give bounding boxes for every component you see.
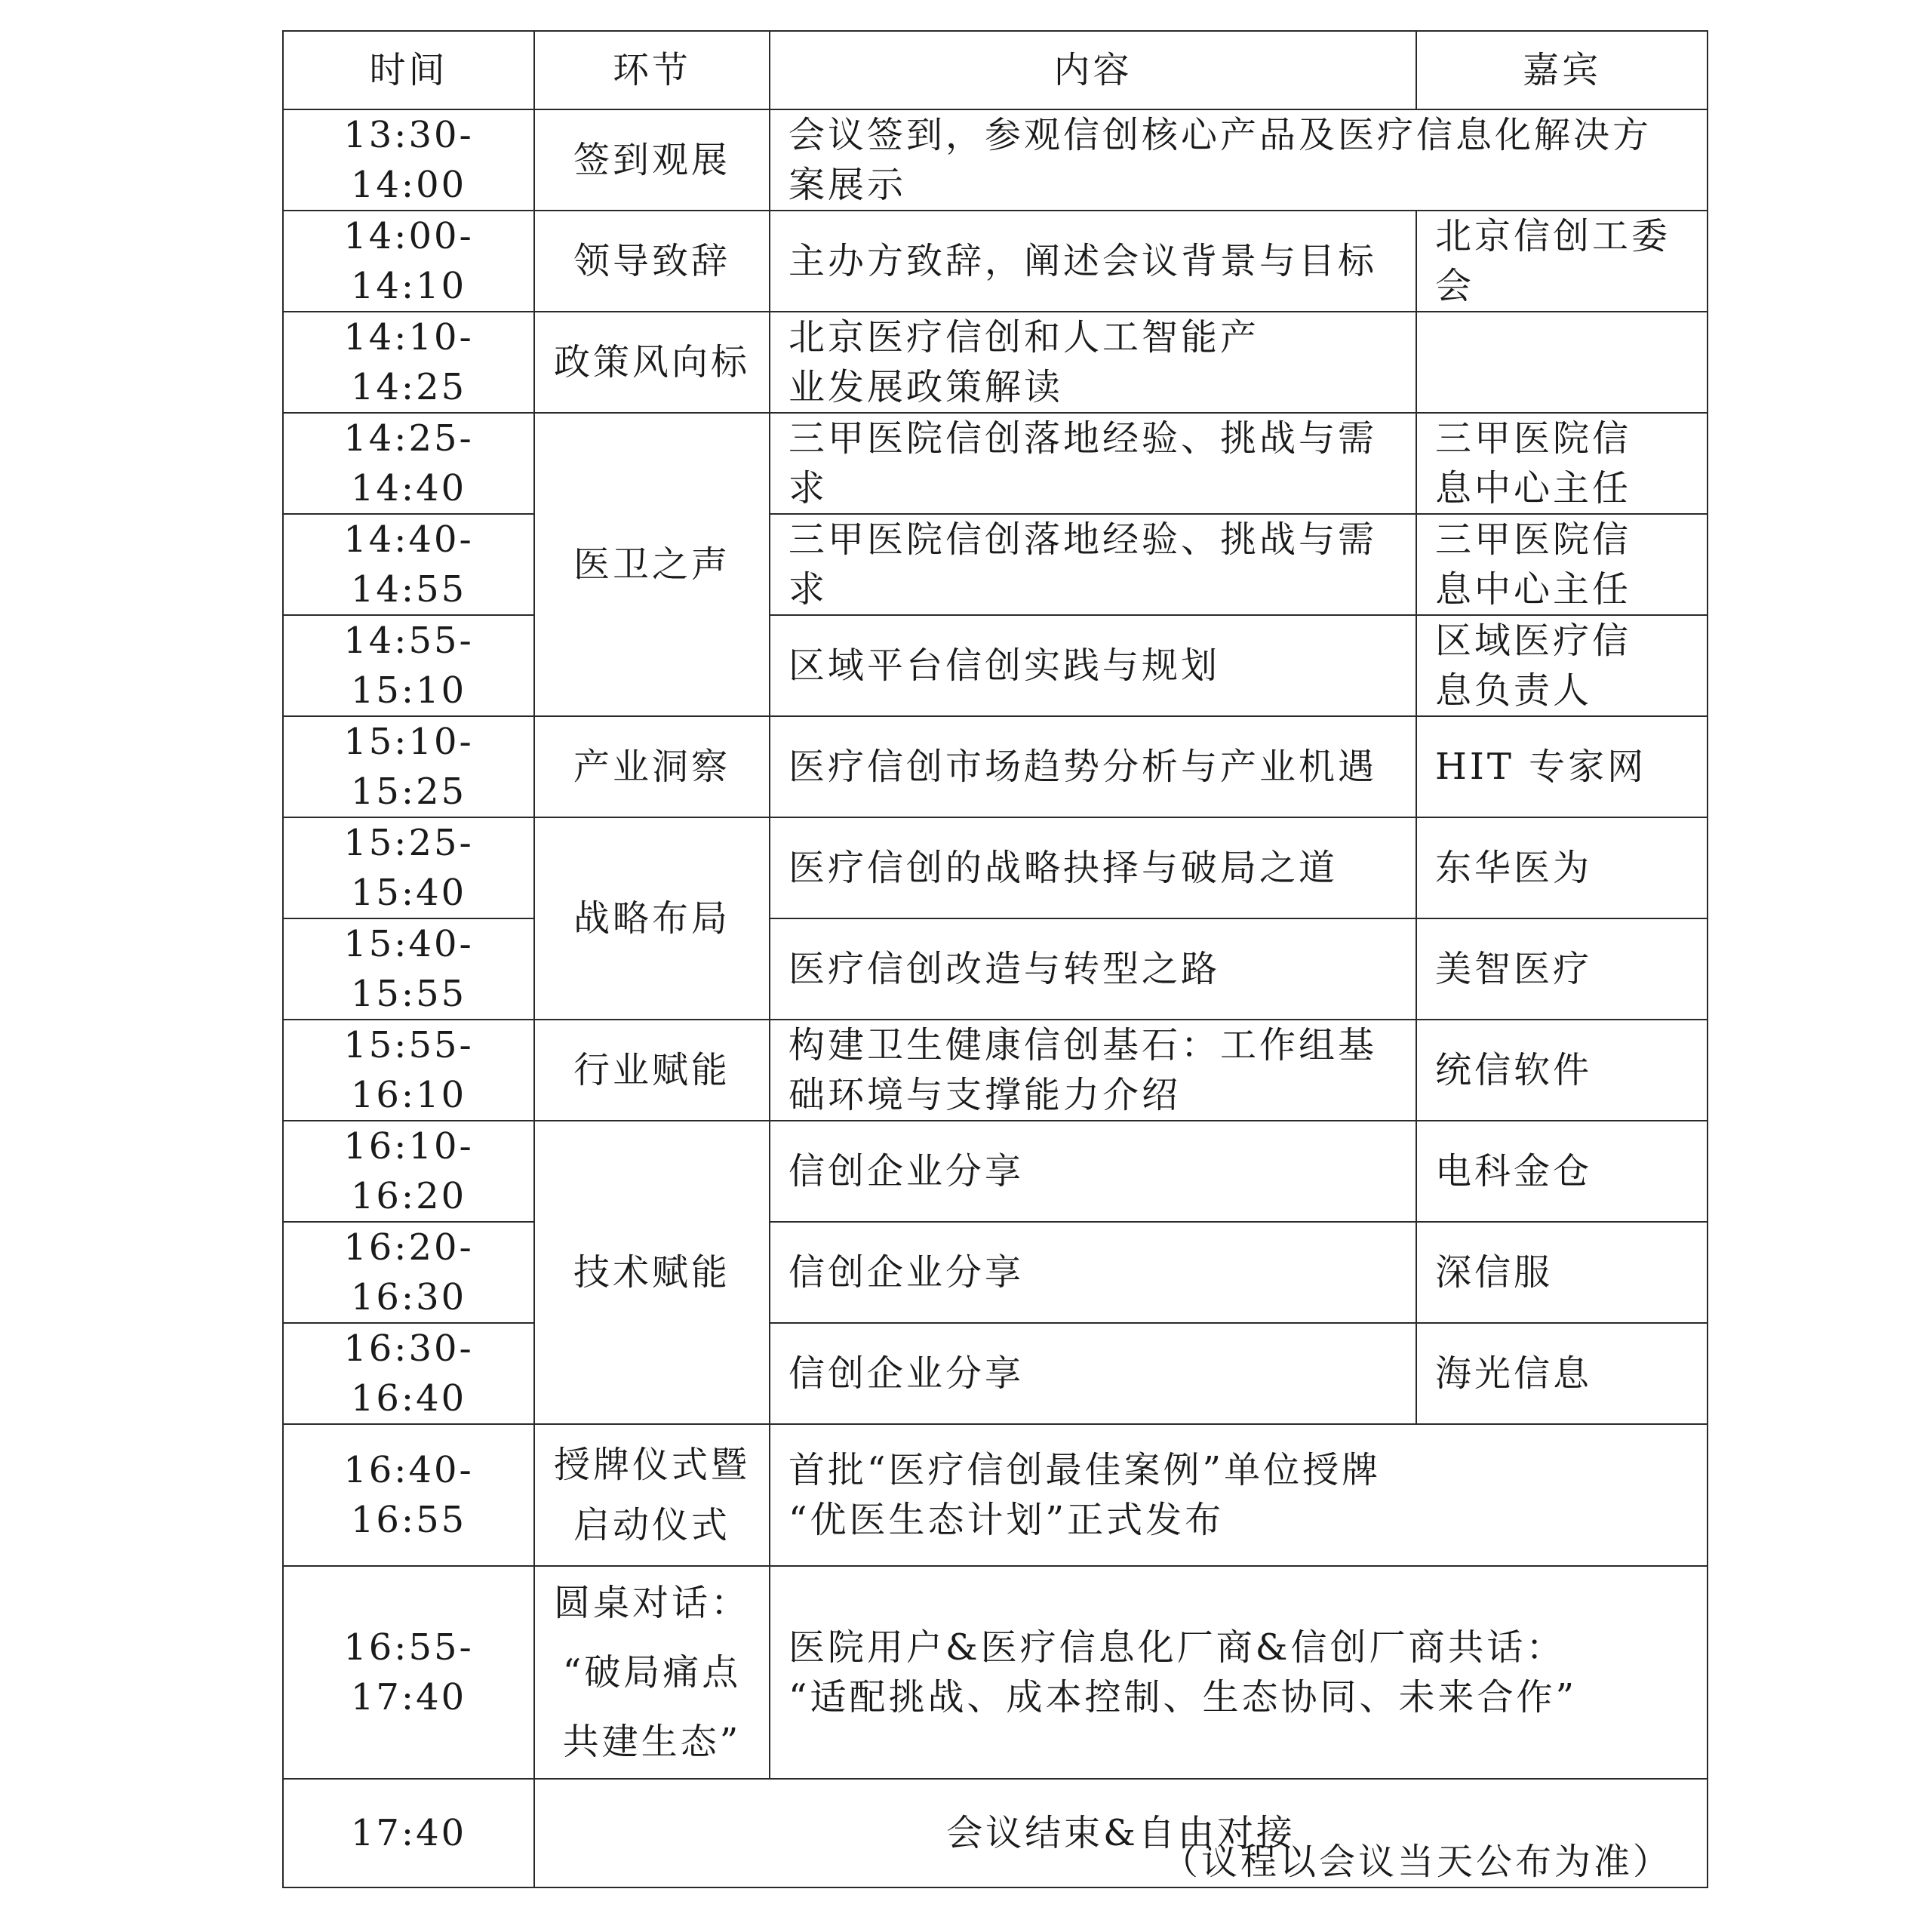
guest-cell: 深信服 <box>1416 1222 1708 1323</box>
content-cell: 信创企业分享 <box>770 1323 1416 1424</box>
guest-cell: 三甲医院信息中心主任 <box>1416 413 1708 514</box>
content-line: “适配挑战、成本控制、生态协同、未来合作” <box>788 1676 1578 1718</box>
time-cell: 14:10-14:25 <box>283 312 534 413</box>
time-cell: 16:40-16:55 <box>283 1424 534 1566</box>
segment-cell: 签到观展 <box>534 109 770 211</box>
guest-cell: HIT 专家网 <box>1416 716 1708 817</box>
table-row <box>283 413 1708 514</box>
time-cell: 14:55-15:10 <box>283 615 534 716</box>
segment-cell: 战略布局 <box>534 817 770 1020</box>
table-row <box>283 312 1708 413</box>
table-row <box>283 109 1708 211</box>
segment-cell: 产业洞察 <box>534 716 770 817</box>
segment-cell: 授牌仪式暨启动仪式 <box>534 1424 770 1566</box>
content-line: 医院用户&医疗信息化厂商&信创厂商共话： <box>788 1626 1566 1669</box>
content-cell: 三甲医院信创落地经验、挑战与需求 <box>770 514 1416 615</box>
content-cell: 构建卫生健康信创基石：工作组基础环境与支撑能力介绍 <box>770 1020 1416 1121</box>
header-content: 内容 <box>770 31 1416 109</box>
table-row <box>283 514 1708 615</box>
content-line: “优医生态计划”正式发布 <box>788 1499 1225 1541</box>
header-guest: 嘉宾 <box>1416 31 1708 109</box>
content-cell: 医疗信创改造与转型之路 <box>770 918 1416 1020</box>
content-cell: 区域平台信创实践与规划 <box>770 615 1416 716</box>
guest-cell: 三甲医院信息中心主任 <box>1416 514 1708 615</box>
time-cell: 15:40-15:55 <box>283 918 534 1020</box>
content-cell: 医疗信创的战略抉择与破局之道 <box>770 817 1416 918</box>
segment-cell <box>534 1566 770 1779</box>
content-line: 首批“医疗信创最佳案例”单位授牌 <box>788 1449 1382 1491</box>
table-row <box>283 615 1708 716</box>
content-cell: 医疗信创市场趋势分析与产业机遇 <box>770 716 1416 817</box>
guest-cell <box>1416 312 1708 413</box>
content-cell: 信创企业分享 <box>770 1222 1416 1323</box>
segment-cell: 技术赋能 <box>534 1121 770 1424</box>
content-cell: 主办方致辞，阐述会议背景与目标 <box>770 211 1416 312</box>
content-cell: 北京医疗信创和人工智能产业发展政策解读 <box>770 312 1416 413</box>
content-cell: 三甲医院信创落地经验、挑战与需求 <box>770 413 1416 514</box>
time-cell: 16:55-17:40 <box>283 1566 534 1779</box>
content-cell <box>770 1566 1708 1779</box>
table-row <box>283 1222 1708 1323</box>
header-segment: 环节 <box>534 31 770 109</box>
time-cell: 15:25-15:40 <box>283 817 534 918</box>
time-cell: 15:10-15:25 <box>283 716 534 817</box>
time-cell: 14:40-14:55 <box>283 514 534 615</box>
time-cell: 15:55-16:10 <box>283 1020 534 1121</box>
time-cell: 16:10-16:20 <box>283 1121 534 1222</box>
segment-cell: 政策风向标 <box>534 312 770 413</box>
time-cell: 13:30-14:00 <box>283 109 534 211</box>
guest-cell: 海光信息 <box>1416 1323 1708 1424</box>
segment-line: 圆桌对话： <box>553 1582 750 1624</box>
guest-cell: 区域医疗信息负责人 <box>1416 615 1708 716</box>
content-cell: 会议签到，参观信创核心产品及医疗信息化解决方案展示 <box>770 109 1708 211</box>
guest-cell: 北京信创工委会 <box>1416 211 1708 312</box>
time-cell: 16:30-16:40 <box>283 1323 534 1424</box>
segment-cell: 医卫之声 <box>534 413 770 716</box>
header-row <box>283 31 1708 109</box>
agenda-table <box>282 30 1708 1888</box>
time-cell: 17:40 <box>283 1779 534 1887</box>
table-row <box>283 1424 1708 1566</box>
segment-line: “破局痛点共建生态” <box>562 1651 742 1763</box>
table-row <box>283 1020 1708 1121</box>
footnote: （议程以会议当天公布为准） <box>1161 1841 1672 1883</box>
guest-cell: 东华医为 <box>1416 817 1708 918</box>
table-row <box>283 817 1708 918</box>
content-cell: 信创企业分享 <box>770 1121 1416 1222</box>
time-cell: 14:00-14:10 <box>283 211 534 312</box>
guest-cell: 统信软件 <box>1416 1020 1708 1121</box>
closing-cell: 会议结束&自由对接 <box>534 1779 1708 1887</box>
guest-cell: 电科金仓 <box>1416 1121 1708 1222</box>
time-cell: 16:20-16:30 <box>283 1222 534 1323</box>
header-time: 时间 <box>283 31 534 109</box>
time-cell: 14:25-14:40 <box>283 413 534 514</box>
table-row <box>283 918 1708 1020</box>
table-row <box>283 1323 1708 1424</box>
segment-cell: 领导致辞 <box>534 211 770 312</box>
segment-cell: 行业赋能 <box>534 1020 770 1121</box>
guest-cell: 美智医疗 <box>1416 918 1708 1020</box>
table-row <box>283 716 1708 817</box>
table-row <box>283 1566 1708 1779</box>
content-cell <box>770 1424 1708 1566</box>
table-row <box>283 1121 1708 1222</box>
table-row <box>283 211 1708 312</box>
